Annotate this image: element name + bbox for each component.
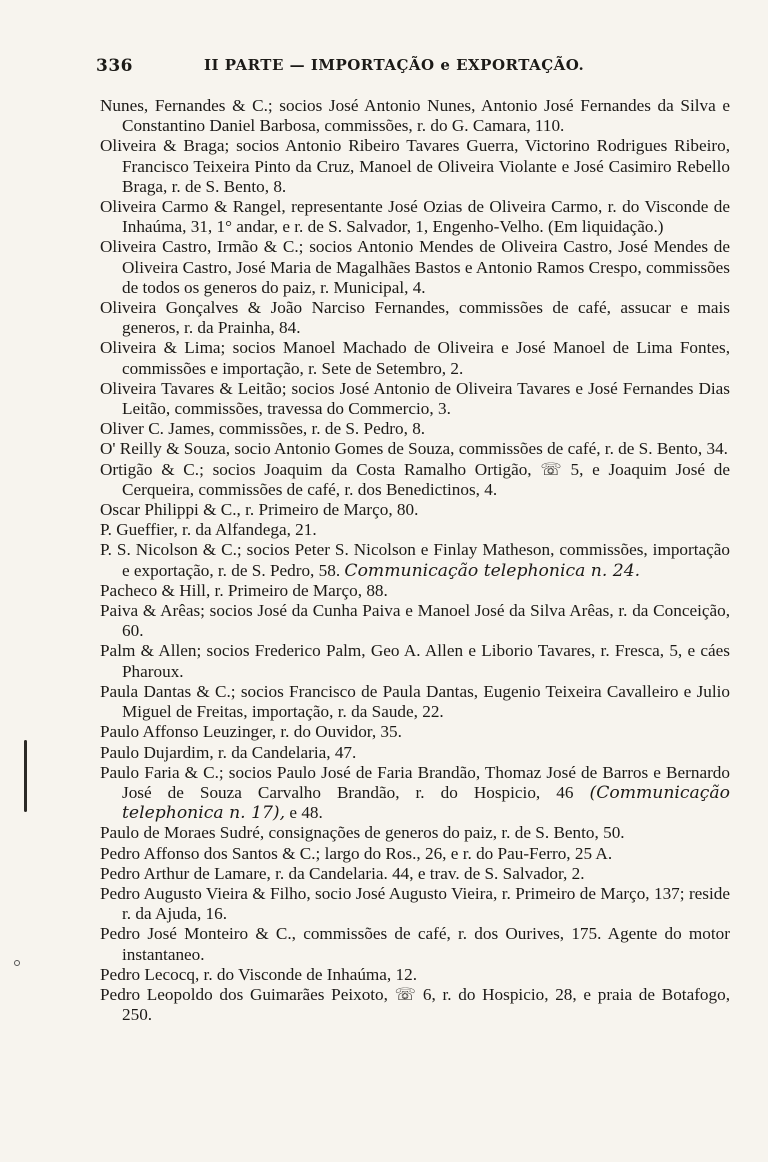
entry-palm-allen: Palm & Allen; socios Frederico Palm, Geo A. Allen e Liborio Tavares, r. Fresca, 5, e cáes Pharoux. [100,641,730,681]
entry-oliveira-tavares: Oliveira Tavares & Leitão; socios José Antonio de Oliveira Tavares e José Fernandes Dias Leitão, commissões, travessa do Commercio, 3. [100,378,730,419]
entry-pacheco-hill: Pacheco & Hill, r. Primeiro de Março, 88. [100,580,388,600]
entry-oliveira-castro: Oliveira Castro, Irmão & C.; socios Antonio Mendes de Oliveira Castro, José Mendes de Oliveira Castro, José Maria de Magalhães Bastos e Antonio Ramos Crespo, commissões de todos os generos do paiz, r. Municipal, 4. [100,237,730,297]
entry-nicolson-italic: Communicação telephonica n. 24. [344,560,641,581]
entry-nicolson [100,540,730,580]
entry-paulo-faria [100,763,730,824]
entry-pedro-lecocq: Pedro Lecocq, r. do Visconde de Inhaúma, 12. [100,964,418,984]
entry-oliveira-carmo-rangel: Oliveira Carmo & Rangel, representante José Ozias de Oliveira Carmo, r. do Visconde de Inhaúma, 31, 1° andar, e r. de S. Salvador, 1, Engenho-Velho. (Em liquidação.) [100,197,730,237]
entry-pedro-peixoto: Pedro Leopoldo dos Guimarães Peixoto, ☏ 6, r. do Hospicio, 28, e praia de Botafogo, 250. [100,984,730,1025]
margin-dot [14,960,20,966]
entry-oliver-james: Oliver C. James, commissões, r. de S. Pedro, 8. [100,419,426,439]
directory-entries [100,96,730,1025]
entry-paula-dantas: Paula Dantas & C.; socios Francisco de Paula Dantas, Eugenio Teixeira Cavalleiro e Julio Miguel de Freitas, importação, r. da Saude, 22. [100,681,730,722]
running-title: II PARTE — IMPORTAÇÃO e EXPORTAÇÃO. [204,56,585,74]
entry-paulo-sudre: Paulo de Moraes Sudré, consignações de generos do paiz, r. de S. Bento, 50. [100,823,625,843]
page-number: 336 [96,56,133,76]
entry-paulo-leuzinger: Paulo Affonso Leuzinger, r. do Ouvidor, 35. [100,722,402,742]
entry-oliveira-braga: Oliveira & Braga; socios Antonio Ribeiro Tavares Guerra, Victorino Rodrigues Ribeiro, Francisco Teixeira Pinto da Cruz, Manoel de Oliveira Violante e José Casimiro Rebello Braga, r. de S. Bento, 8. [100,136,730,196]
entry-nunes-fernandes: Nunes, Fernandes & C.; socios José Antonio Nunes, Antonio José Fernandes da Silva e Constantino Daniel Barbosa, commissões, r. do G. Camara, 110. [100,96,730,136]
entry-oliveira-lima: Oliveira & Lima; socios Manoel Machado de Oliveira e José Manoel de Lima Fontes, commissões e importação, r. Sete de Setembro, 2. [100,338,730,378]
entry-paiva-areas: Paiva & Arêas; socios José da Cunha Paiva e Manoel José da Silva Arêas, r. da Conceição, 60. [100,601,730,641]
entry-oliveira-goncalves: Oliveira Gonçalves & João Narciso Fernandes, commissões de café, assucar e mais generos, r. da Prainha, 84. [100,298,730,338]
entry-pedro-lamare: Pedro Arthur de Lamare, r. da Candelaria. 44, e trav. de S. Salvador, 2. [100,863,585,883]
entry-pedro-affonso: Pedro Affonso dos Santos & C.; largo do Ros., 26, e r. do Pau-Ferro, 25 A. [100,843,613,863]
entry-pedro-monteiro: Pedro José Monteiro & C., commissões de café, r. dos Ourives, 175. Agente do motor instantaneo. [100,924,730,964]
entry-p-gueffier: P. Gueffier, r. da Alfandega, 21. [100,520,317,540]
entry-pedro-vieira: Pedro Augusto Vieira & Filho, socio José Augusto Vieira, r. Primeiro de Março, 137; reside r. da Ajuda, 16. [100,883,730,924]
margin-ink-mark [24,740,27,812]
entry-oreilly-souza: O' Reilly & Souza, socio Antonio Gomes de Souza, commissões de café, r. de S. Bento, 34. [100,439,728,459]
entry-nicolson-text: P. S. Nicolson & C.; socios Peter S. Nicolson e Finlay Matheson, commissões, importação e exportação, r. de S. Pedro, 58. [100,540,730,580]
entry-paulo-faria-tail: e 48. [289,803,323,823]
entry-paulo-faria-text: Paulo Faria & C.; socios Paulo José de Faria Brandão, Thomaz José de Barros e Bernardo José de Souza Carvalho Brandão, r. do Hospicio, 46 [100,762,730,802]
entry-ortigao: Ortigão & C.; socios Joaquim da Costa Ramalho Ortigão, ☏ 5, e Joaquim José de Cerqueira, commissões de café, r. dos Benedictinos, 4. [100,459,730,499]
entry-paulo-faria-italic: (Communicação telephonica n. 17), [122,782,731,824]
entry-paulo-dujardim: Paulo Dujardim, r. da Candelaria, 47. [100,742,357,762]
entry-oscar-philippi: Oscar Philippi & C., r. Primeiro de Março, 80. [100,500,419,520]
